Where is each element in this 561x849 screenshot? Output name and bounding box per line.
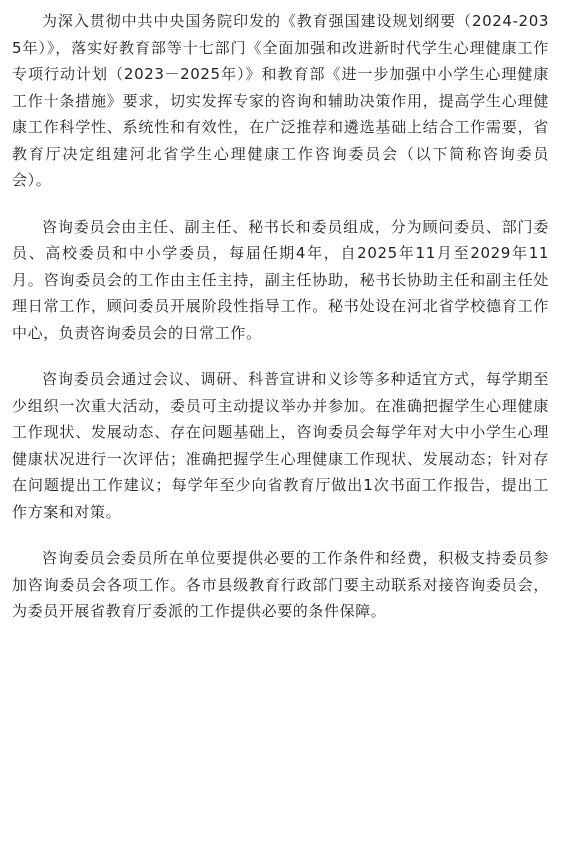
paragraph-support-guarantee: 咨询委员会委员所在单位要提供必要的工作条件和经费，积极支持委员参加咨询委员会各项工作。各市县级教育行政部门要主动联系对接咨询委员会，为委员开展省教育厅委派的工作提供必要的条件保障。: [12, 549, 549, 620]
paragraph-committee-establishment: 为深入贯彻中共中央国务院印发的《教育强国建设规划纲要（2024-2035年）》，落实好教育部等十七部门《全面加强和改进新时代学生心理健康工作专项行动计划（2023－2025年）》和教育部《进一步加强中小学生心理健康工作十条措施》要求，切实发挥专家的咨询和辅助决策作用，提高学生心理健康工作科学性、系统性和有效性，在广泛推荐和遴选基础上结合工作需要，省教育厅决定组建河北省学生心理健康工作咨询委员会（以下简称咨询委员会）。: [12, 12, 549, 189]
paragraph-committee-activities: 咨询委员会通过会议、调研、科普宣讲和义诊等多种适宜方式，每学期至少组织一次重大活动，委员可主动提议举办并参加。在准确把握学生心理健康工作现状、发展动态、存在问题基础上，咨询委员会每学年对大中小学生心理健康状况进行一次评估；准确把握学生心理健康工作现状、发展动态；针对存在问题提出工作建议；每学年至少向省教育厅做出1次书面工作报告，提出工作方案和对策。: [12, 370, 549, 521]
paragraph-committee-composition: 咨询委员会由主任、副主任、秘书长和委员组成，分为顾问委员、部门委员、高校委员和中小学委员，每届任期4年，自2025年11月至2029年11月。咨询委员会的工作由主任主持，副主任协助，秘书长协助主任和副主任处理日常工作，顾问委员开展阶段性指导工作。秘书处设在河北省学校德育工作中心，负责咨询委员会的日常工作。: [12, 217, 549, 342]
